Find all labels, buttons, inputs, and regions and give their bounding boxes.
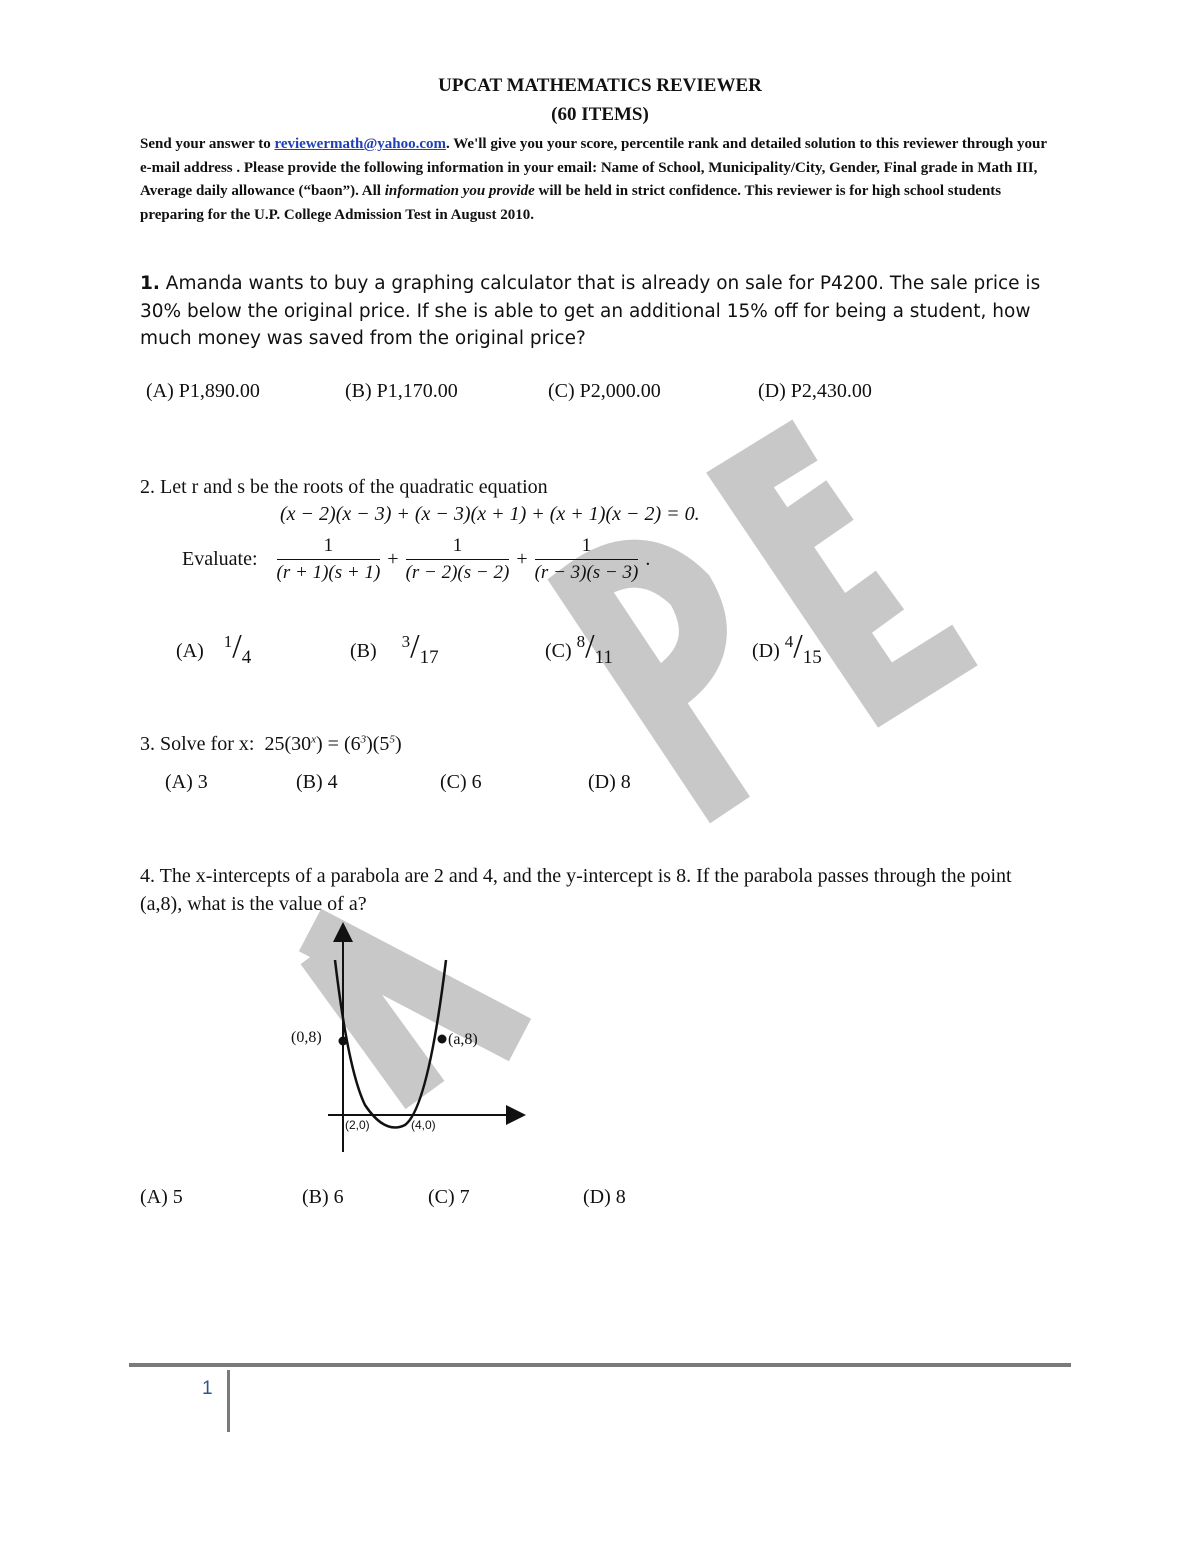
question-3 — [140, 733, 402, 756]
question-1 — [140, 270, 1050, 353]
intro-body: . We'll give you your score, percentile rank and detailed solution to this reviewer through your e-mail address . Please provide the following information in your email: Name of School, Municipality/City, Gender, Final grade in Math III, Average daily allowance (“baon”). All — [140, 136, 1047, 199]
label-y-intercept: (0,8) — [291, 1029, 322, 1046]
watermark-letter-e-mid2 — [835, 590, 890, 630]
q2-option-d-label: (D) — [752, 640, 780, 662]
q2-fraction-2-num: 1 — [406, 535, 510, 560]
q2-option-d-slash: / — [793, 628, 803, 665]
footer-divider — [129, 1363, 1071, 1367]
footer-vertical-divider — [227, 1370, 230, 1432]
q3-eq-left-exp: x — [311, 733, 316, 746]
q2-equation: (x − 2)(x − 3) + (x − 3)(x + 1) + (x + 1)(x − 2) = 0. — [280, 503, 700, 525]
intro-suffix: will be held in strict confidence. This reviewer is for high school students preparing for the U.P. College Admission Test in August 2010. — [140, 183, 1002, 223]
q2-option-a-den: 4 — [241, 647, 252, 668]
page-subtitle: (60 ITEMS) — [551, 104, 649, 125]
q3-option-c[interactable]: (C) 6 — [440, 771, 482, 793]
label-x-intercept-2: (4,0) — [411, 1118, 436, 1132]
q2-fraction-2-den: (r − 2)(s − 2) — [405, 562, 510, 583]
q1-option-b[interactable]: (B) P1,170.00 — [345, 380, 458, 402]
point-a-8 — [438, 1035, 447, 1044]
q2-plus-2: + — [516, 548, 528, 570]
q2-fraction-2 — [406, 535, 510, 584]
q3-eq-right-exp: 5 — [389, 733, 395, 746]
q2-option-b[interactable] — [350, 628, 439, 666]
q4-option-a[interactable]: (A) 5 — [140, 1186, 183, 1208]
q1-option-d[interactable]: (D) P2,430.00 — [758, 380, 872, 402]
label-x-intercept-1: (2,0) — [345, 1118, 370, 1132]
q2-option-d-den: 15 — [802, 647, 822, 668]
page-number: 1 — [202, 1378, 213, 1399]
q3-eq-mid2: )(5 — [366, 733, 390, 755]
q2-fraction-3 — [535, 535, 639, 584]
page-title: UPCAT MATHEMATICS REVIEWER — [438, 75, 762, 96]
label-a-point: (a,8) — [448, 1031, 478, 1048]
q3-eq-mid: ) = (6 — [316, 733, 361, 755]
q2-fraction-3-den: (r − 3)(s − 3) — [534, 562, 639, 583]
q2-fraction-1-den: (r + 1)(s + 1) — [276, 562, 381, 583]
q2-option-d-num: 4 — [784, 632, 794, 651]
q1-text: Amanda wants to buy a graphing calculator that is already on sale for P4200. The sale price is 30% below the original price. If she is able to get an additional 15% off for being a student, how much money was saved from the original price? — [140, 273, 1041, 349]
q3-equation — [264, 733, 401, 755]
q2-fraction-1 — [277, 535, 381, 584]
q3-option-a[interactable]: (A) 3 — [165, 771, 208, 793]
q3-eq-left: 25(30 — [264, 733, 312, 755]
question-2: 2. Let r and s be the roots of the quadratic equation — [140, 476, 548, 498]
q2-option-a[interactable] — [176, 628, 251, 666]
q3-text: 3. Solve for x: — [140, 733, 255, 755]
q4-option-c[interactable]: (C) 7 — [428, 1186, 470, 1208]
q2-option-c-label: (C) — [545, 640, 572, 662]
question-4: 4. The x-intercepts of a parabola are 2 and 4, and the y-intercept is 8. If the parabola passes through the point (a,8), what is the value of a? — [140, 865, 1012, 915]
q2-plus-1: + — [387, 548, 399, 570]
q3-option-b[interactable]: (B) 4 — [296, 771, 338, 793]
q2-evaluate-label: Evaluate: — [182, 548, 258, 570]
q2-option-b-slash: / — [410, 628, 420, 665]
q2-option-d[interactable] — [752, 628, 822, 666]
q4-option-d[interactable]: (D) 8 — [583, 1186, 626, 1208]
q2-option-b-num: 3 — [401, 632, 411, 651]
q2-fraction-3-num: 1 — [535, 535, 639, 560]
q3-eq-mid-exp: 3 — [360, 733, 367, 746]
point-0-8 — [339, 1037, 348, 1046]
q2-option-a-label: (A) — [176, 640, 204, 662]
q1-option-c[interactable]: (C) P2,000.00 — [548, 380, 661, 402]
q2-period: . — [645, 548, 651, 570]
q2-option-c[interactable] — [545, 628, 613, 666]
q1-number: 1. — [140, 273, 160, 294]
q3-eq-end: ) — [394, 733, 402, 755]
q4-option-b[interactable]: (B) 6 — [302, 1186, 344, 1208]
q3-option-d[interactable]: (D) 8 — [588, 771, 631, 793]
intro-paragraph — [140, 133, 1060, 227]
intro-prefix: Send your answer to — [140, 136, 271, 152]
intro-italic: information you provide — [384, 183, 535, 199]
q2-option-b-label: (B) — [350, 640, 377, 662]
q2-option-a-num: 1 — [223, 632, 233, 651]
q2-option-c-slash: / — [585, 628, 595, 665]
q2-fraction-1-num: 1 — [277, 535, 381, 560]
q1-option-a[interactable]: (A) P1,890.00 — [146, 380, 260, 402]
q2-option-c-num: 8 — [576, 632, 586, 651]
email-link[interactable]: reviewermath@yahoo.com — [274, 136, 447, 152]
q2-option-c-den: 11 — [594, 647, 613, 668]
parabola-curve — [335, 960, 446, 1128]
q2-option-b-den: 17 — [419, 647, 439, 668]
q2-evaluate — [182, 535, 650, 584]
q2-option-a-slash: / — [232, 628, 242, 665]
